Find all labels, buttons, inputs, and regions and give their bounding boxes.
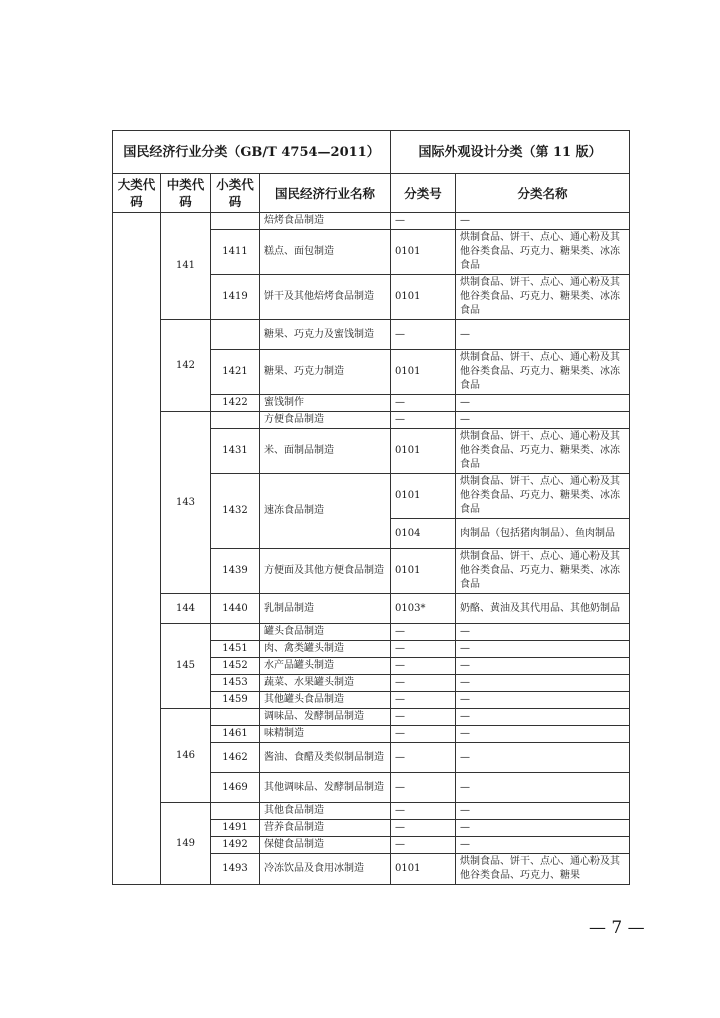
industry-name-cell: 肉、禽类罐头制造: [260, 641, 391, 658]
table-row: [113, 803, 630, 820]
industry-name-cell: 乳制品制造: [260, 594, 391, 624]
left-section-title: 国民经济行业分类（GB/T 4754—2011）: [113, 131, 391, 174]
minor-code-cell: 1451: [211, 641, 260, 658]
minor-code-cell: 1411: [211, 230, 260, 275]
minor-code-cell: 1492: [211, 837, 260, 854]
minor-code-cell: 1469: [211, 773, 260, 803]
industry-name-cell: 方便面及其他方便食品制造: [260, 549, 391, 594]
col-minor-code: 小类代码: [211, 174, 260, 213]
major-code-cell: [113, 213, 161, 885]
right-section-title: 国际外观设计分类（第 11 版）: [391, 131, 630, 174]
class-number-cell: 0101: [391, 854, 456, 885]
minor-code-cell: 1422: [211, 395, 260, 412]
industry-name-cell: 其他调味品、发酵制品制造: [260, 773, 391, 803]
mid-code-cell: 141: [161, 213, 211, 320]
class-number-cell: —: [391, 213, 456, 230]
col-major-code: 大类代码: [113, 174, 161, 213]
page-number: — 7 —: [589, 918, 645, 938]
industry-name-cell: 调味品、发酵制品制造: [260, 709, 391, 726]
class-number-cell: —: [391, 803, 456, 820]
class-number-cell: 0101: [391, 549, 456, 594]
industry-name-cell: 味精制造: [260, 726, 391, 743]
industry-classification-table: [112, 130, 630, 885]
minor-code-cell: 1431: [211, 429, 260, 474]
minor-code-cell: 1432: [211, 474, 260, 549]
class-name-cell: 烘制食品、饼干、点心、通心粉及其他谷类食品、巧克力、糖果类、冰冻食品: [456, 230, 630, 275]
minor-code-cell: [211, 412, 260, 429]
class-number-cell: 0101: [391, 350, 456, 395]
class-name-cell: —: [456, 692, 630, 709]
class-name-cell: —: [456, 213, 630, 230]
class-name-cell: —: [456, 395, 630, 412]
minor-code-cell: 1421: [211, 350, 260, 395]
minor-code-cell: 1493: [211, 854, 260, 885]
mid-code-cell: 145: [161, 624, 211, 709]
industry-name-cell: 焙烤食品制造: [260, 213, 391, 230]
col-mid-code: 中类代码: [161, 174, 211, 213]
class-name-cell: —: [456, 726, 630, 743]
industry-name-cell: 冷冻饮品及食用冰制造: [260, 854, 391, 885]
table-row: [113, 412, 630, 429]
minor-code-cell: 1453: [211, 675, 260, 692]
class-number-cell: —: [391, 726, 456, 743]
minor-code-cell: [211, 709, 260, 726]
industry-name-cell: 米、面制品制造: [260, 429, 391, 474]
class-number-cell: —: [391, 692, 456, 709]
class-number-cell: —: [391, 412, 456, 429]
industry-name-cell: 方便食品制造: [260, 412, 391, 429]
minor-code-cell: 1462: [211, 743, 260, 773]
table-row: [113, 213, 630, 230]
class-name-cell: —: [456, 641, 630, 658]
title-row: [113, 131, 630, 174]
minor-code-cell: 1440: [211, 594, 260, 624]
industry-name-cell: 罐头食品制造: [260, 624, 391, 641]
industry-name-cell: 蔬菜、水果罐头制造: [260, 675, 391, 692]
table-row: [113, 709, 630, 726]
minor-code-cell: 1439: [211, 549, 260, 594]
class-name-cell: —: [456, 820, 630, 837]
class-number-cell: 0101: [391, 230, 456, 275]
class-number-cell: —: [391, 320, 456, 350]
class-number-cell: —: [391, 675, 456, 692]
mid-code-cell: 149: [161, 803, 211, 885]
class-number-cell: 0101: [391, 275, 456, 320]
industry-name-cell: 速冻食品制造: [260, 474, 391, 549]
minor-code-cell: 1452: [211, 658, 260, 675]
minor-code-cell: 1491: [211, 820, 260, 837]
class-number-cell: 0103*: [391, 594, 456, 624]
class-name-cell: —: [456, 624, 630, 641]
class-name-cell: —: [456, 837, 630, 854]
mid-code-cell: 142: [161, 320, 211, 412]
class-name-cell: —: [456, 743, 630, 773]
class-number-cell: —: [391, 641, 456, 658]
class-name-cell: —: [456, 803, 630, 820]
minor-code-cell: [211, 624, 260, 641]
industry-name-cell: 糖果、巧克力制造: [260, 350, 391, 395]
class-name-cell: 烘制食品、饼干、点心、通心粉及其他谷类食品、巧克力、糖果类、冰冻食品: [456, 429, 630, 474]
minor-code-cell: 1419: [211, 275, 260, 320]
minor-code-cell: [211, 213, 260, 230]
minor-code-cell: 1461: [211, 726, 260, 743]
industry-name-cell: 饼干及其他焙烤食品制造: [260, 275, 391, 320]
col-class-number: 分类号: [391, 174, 456, 213]
mid-code-cell: 144: [161, 594, 211, 624]
minor-code-cell: [211, 320, 260, 350]
class-name-cell: 烘制食品、饼干、点心、通心粉及其他谷类食品、巧克力、糖果类、冰冻食品: [456, 275, 630, 320]
industry-name-cell: 水产品罐头制造: [260, 658, 391, 675]
column-header-row: [113, 174, 630, 213]
table-row: [113, 320, 630, 350]
class-name-cell: 烘制食品、饼干、点心、通心粉及其他谷类食品、巧克力、糖果类、冰冻食品: [456, 474, 630, 519]
class-number-cell: —: [391, 658, 456, 675]
industry-name-cell: 保健食品制造: [260, 837, 391, 854]
class-number-cell: 0101: [391, 429, 456, 474]
industry-name-cell: 糕点、面包制造: [260, 230, 391, 275]
industry-name-cell: 糖果、巧克力及蜜饯制造: [260, 320, 391, 350]
class-name-cell: —: [456, 709, 630, 726]
industry-name-cell: 营养食品制造: [260, 820, 391, 837]
class-name-cell: —: [456, 773, 630, 803]
industry-name-cell: 蜜饯制作: [260, 395, 391, 412]
industry-name-cell: 其他罐头食品制造: [260, 692, 391, 709]
class-name-cell: —: [456, 320, 630, 350]
table-row: [113, 594, 630, 624]
class-number-cell: —: [391, 837, 456, 854]
class-number-cell: —: [391, 709, 456, 726]
col-class-name: 分类名称: [456, 174, 630, 213]
class-name-cell: 烘制食品、饼干、点心、通心粉及其他谷类食品、巧克力、糖果类、冰冻食品: [456, 350, 630, 395]
class-number-cell: —: [391, 773, 456, 803]
minor-code-cell: [211, 803, 260, 820]
table-row: [113, 624, 630, 641]
class-number-cell: —: [391, 395, 456, 412]
class-name-cell: 肉制品（包括猪肉制品）、鱼肉制品: [456, 519, 630, 549]
col-industry-name: 国民经济行业名称: [260, 174, 391, 213]
class-name-cell: —: [456, 412, 630, 429]
mid-code-cell: 143: [161, 412, 211, 594]
class-name-cell: 奶酪、黄油及其代用品、其他奶制品: [456, 594, 630, 624]
class-name-cell: 烘制食品、饼干、点心、通心粉及其他谷类食品、巧克力、糖果类、冰冻食品: [456, 549, 630, 594]
minor-code-cell: 1459: [211, 692, 260, 709]
class-number-cell: —: [391, 743, 456, 773]
class-number-cell: —: [391, 820, 456, 837]
industry-name-cell: 酱油、食醋及类似制品制造: [260, 743, 391, 773]
class-number-cell: 0101: [391, 474, 456, 519]
class-name-cell: —: [456, 675, 630, 692]
class-name-cell: —: [456, 658, 630, 675]
mid-code-cell: 146: [161, 709, 211, 803]
class-number-cell: 0104: [391, 519, 456, 549]
industry-name-cell: 其他食品制造: [260, 803, 391, 820]
class-number-cell: —: [391, 624, 456, 641]
class-name-cell: 烘制食品、饼干、点心、通心粉及其他谷类食品、巧克力、糖果: [456, 854, 630, 885]
